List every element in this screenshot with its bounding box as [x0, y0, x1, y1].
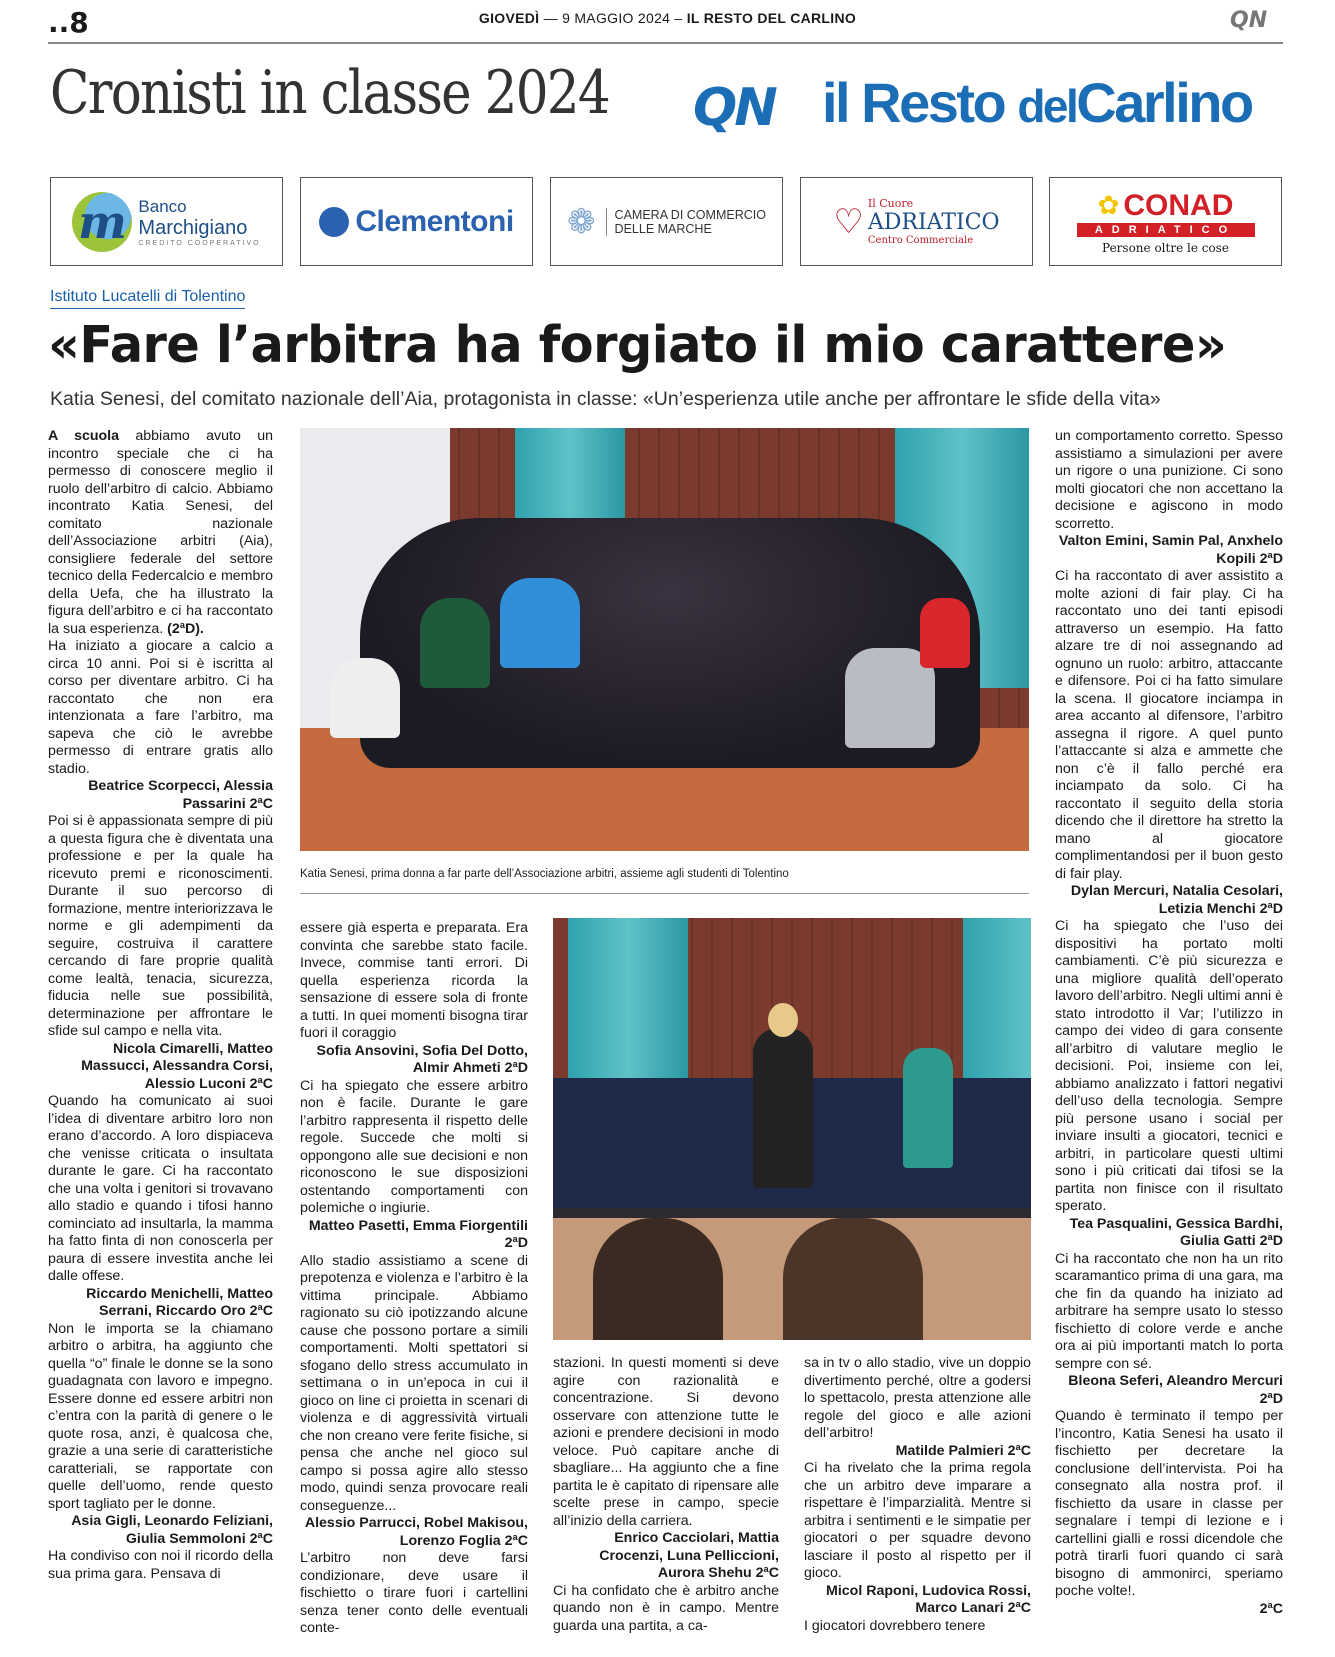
paragraph-text: Ci ha spiegato che essere arbitro non è facile. Durante le gare l’arbitro rappresenta il rispetto delle regole. Succede che molti si oppongono alle sue decisioni e non riconoscono le sue disposizioni ostentando comportamenti con polemiche o ingiurie. [300, 1077, 528, 1216]
author-signature: Tea Pasqualini, Gessica Bardhi, Giulia Gatti 2ªD [1069, 1215, 1283, 1249]
section-title: Cronisti in classe 2024 [50, 58, 610, 128]
article-paragraph [804, 1460, 1031, 1583]
article-paragraph [300, 1078, 528, 1218]
article-kicker: Istituto Lucatelli di Tolentino [50, 288, 245, 309]
logo-del: del [1017, 80, 1077, 132]
sponsor-name2: Marchigiano [138, 216, 248, 239]
sponsor-banco-marchigiano [50, 177, 283, 266]
newspaper-logo [822, 70, 1252, 135]
author-signature: Dylan Mercuri, Natalia Cesolari, Letizia Menchi 2ªD [1070, 883, 1283, 917]
paragraph-text: Ci ha rivelato che la prima regola che un arbitro deve imparare a rispettare è l’imparzialità. Mentre si arbitra i sentimenti e le simpatie per giocatori o per squadre devono lasciare il posto al rispetto per il gioco. [804, 1460, 1031, 1581]
paragraph-text: Ci ha confidato che è arbitro anche quando non è in campo. Mentre guarda una partita, a ca- [553, 1582, 779, 1634]
dateline-date: — 9 MAGGIO 2024 – [543, 10, 683, 26]
author-signature: Riccardo Menichelli, Matteo Serrani, Riccardo Oro 2ªC [86, 1285, 273, 1319]
paragraph-text: Ha iniziato a giocare a calcio a circa 10 anni. Poi si è iscritta al corso per diventare arbitro. Ci ha raccontato che non era intenzionata a fare l’arbitro, ma sapeva che ciò le avrebbe permesso di entrare gratis allo stadio. [48, 638, 273, 777]
logo-carlino: Carlino [1076, 71, 1252, 134]
article-column-4 [804, 1355, 1031, 1657]
qn-logo-small: QN [1230, 8, 1268, 33]
qn-logo: QN [693, 78, 775, 138]
paragraph-text: Ha condiviso con noi il ricordo della sua prima gara. Pensava di [48, 1548, 273, 1582]
paragraph-text: Non le importa se la chiamano arbitro o arbitra, ha aggiunto che quella “o” finale le donne se la sono guadagnata con lavoro e impegno. Essere donne ed essere arbitri non c’entra con la parità di genere o le quote rosa, anzi, è qualcosa che, grazie a una serie di caratteristiche caratteriali, se rapportate con quelle dell’uomo, rende questo sport tagliato per le donne. [48, 1320, 273, 1512]
article-paragraph [804, 1355, 1031, 1443]
logo-il: il Resto [822, 71, 1018, 134]
paragraph-text: Quando ha comunicato ai suoi l’idea di diventare arbitro loro non erano d’accordo. A loro dispiaceva che venisse criticata o insultata durante le gare. Ci ha raccontato che una volta i genitori si trovavano allo stadio e quando i tifosi hanno cominciato ad insultarla, la mamma ha fatto finta di non conoscerla per paura di essere investita anche lei dalle offese. [48, 1093, 273, 1284]
article-paragraph [553, 1583, 779, 1636]
class-tag: (2ªD). [167, 620, 204, 637]
article-column-5 [1055, 428, 1283, 1657]
paragraph-text: Ci ha raccontato che non ha un rito scaramantico prima di una gara, ma che fin da quando ha iniziato ad arbitrare ha sempre usato lo stesso fischietto di colore verde e anche ora ai più importanti match lo porta sempre con sé. [1055, 1250, 1283, 1372]
sponsor-name2: DELLE MARCHE [614, 221, 712, 236]
sponsor-name2: ADRIATICO [867, 210, 1000, 235]
sponsor-cuore-adriatico [800, 177, 1033, 266]
paragraph-text: Allo stadio assistiamo a scene di prepotenza e violenza e l’arbitro è la vittima principale. Abbiamo ragionato su ciò ipotizzando alcune cause che possono portare a simili comportamenti. Molti spettatori si sfogano dello stress accumulato in settimana o in un’epoca in cui il gioco on line ci proietta in scenari di violenza e di aggressività virtuali che non creano vere ferite fisiche, si pensa che anche nel gioco sul campo si possa agire allo stesso modo, quindi senza provocare reali conseguenze... [300, 1252, 528, 1514]
author-signature: Bleona Seferi, Aleandro Mercuri 2ªD [1068, 1373, 1283, 1407]
article-paragraph [48, 1548, 273, 1583]
sponsor-name: Clementoni [355, 204, 514, 238]
author-signature: Matilde Palmieri 2ªC [895, 1442, 1031, 1459]
dateline-day: GIOVEDÌ [478, 10, 540, 26]
article-column-3 [553, 1355, 779, 1657]
author-signature: Nicola Cimarelli, Matteo Massucci, Alessandra Corsi, Alessio Luconi 2ªC [81, 1040, 273, 1092]
article-paragraph [48, 428, 273, 638]
sponsor-name: Il Cuore [867, 197, 914, 210]
article-paragraph [1055, 568, 1283, 883]
group-photo [300, 428, 1029, 851]
article-paragraph [48, 638, 273, 778]
clementoni-logo-icon [319, 207, 349, 237]
sponsor-name: Banco [138, 196, 187, 216]
dateline [0, 10, 1335, 26]
article-paragraph [804, 1618, 1031, 1636]
sponsor-sub: Persone oltre le cose [1102, 240, 1229, 255]
sponsor-camera-commercio [550, 177, 783, 266]
sponsor-name: CAMERA DI COMMERCIO [614, 207, 766, 222]
classroom-photo [553, 918, 1031, 1340]
paragraph-text: sa in tv o allo stadio, vive un doppio divertimento perché, oltre a godersi lo spettacolo, presta attenzione alle regole del gioco e alle azioni dell’arbitro! [804, 1355, 1031, 1441]
camera-commercio-logo-icon: ❁ [567, 202, 596, 241]
article-paragraph [48, 1093, 273, 1286]
sponsor-name: CONAD [1123, 188, 1234, 222]
author-signature: Beatrice Scorpecci, Alessia Passarini 2ªC [88, 778, 273, 812]
author-signature: Enrico Cacciolari, Mattia Crocenzi, Luna Pelliccioni, Aurora Shehu 2ªC [599, 1530, 779, 1581]
article-paragraph [300, 1550, 528, 1638]
article-column-1 [48, 428, 273, 1657]
article-paragraph [48, 813, 273, 1041]
paragraph-text: Poi si è appassionata sempre di più a questa figura che è diventata una professione e per la quale ha ricevuto premi e riconoscimenti. Durante il suo percorso di formazione, mentre interiorizzava le norme e gli adempimenti da seguire, costruiva il carattere cercando di fare proprie qualità come lealtà, tenacia, sicurezza, fiducia nelle sue possibilità, determinazione per affrontare le sfide sul campo e nella vita. [48, 813, 273, 1039]
paragraph-text: essere già esperta e preparata. Era convinta che sarebbe stato facile. Invece, commise tanti errori. Di quella esperienza ricorda la sensazione di essere sola di fronte a tutti. In quei momenti bisogna tirar fuori il coraggio [300, 920, 528, 1041]
page-number: ..8 [48, 6, 89, 39]
photo-caption: Katia Senesi, prima donna a far parte dell’Associazione arbitri, assieme agli studenti di Tolentino [300, 868, 789, 880]
sponsor-clementoni [300, 177, 533, 266]
author-signature: Matteo Pasetti, Emma Fiorgentili 2ªD [308, 1217, 528, 1251]
paragraph-text: I giocatori dovrebbero tenere [804, 1617, 986, 1634]
paragraph-text: Ci ha spiegato che l’uso dei dispositivi ha portato molti cambiamenti. C’è più sicurezza e una migliore qualità dell’operato lavoro dell’arbitro. Negli ultimi anni è stato introdotto il Var; l’utilizzo in campo dei video di gara consente all’arbitro di valutare meglio le decisioni. Poi, insieme con lei, abbiamo analizzato i fattori negativi dell’uso della tecnologia. Sempre più persone usano i social per inviare insulti a giocatori, tecnici e arbitri, in particolare questi ultimi sono i più criticati dai tifosi se la partita non finisce con il risultato sperato. [1055, 918, 1283, 1214]
article-column-2 [300, 920, 528, 1657]
author-signature: Asia Gigli, Leonardo Feliziani, Giulia Semmoloni 2ªC [71, 1513, 273, 1547]
author-signature: Sofia Ansovini, Sofia Del Dotto, Almir Ahmeti 2ªD [316, 1042, 528, 1076]
paragraph-text: un comportamento corretto. Spesso assistiamo a simulazioni per avere un rigore o una punizione. Ci sono molti giocatori che non accettano la decisione e agiscono in modo scorretto. [1055, 428, 1283, 532]
lead-in: A scuola [48, 428, 120, 444]
sponsor-sub: Centro Commerciale [867, 235, 974, 246]
article-paragraph [1055, 1408, 1283, 1601]
article-paragraph [300, 920, 528, 1043]
author-signature: Alessio Parrucci, Robel Makisou, Lorenzo Foglia 2ªC [304, 1515, 528, 1549]
paragraph-text: stazioni. In questi momenti si deve agire con razionalità e concentrazione. Si devono osservare con attenzione tutte le azioni e prendere decisioni in modo veloce. Può capitare anche di sbagliare... Ha aggiunto che a fine partita le è capitato di ripensare alle scelte prese in campo, specie all’inizio della carriera. [553, 1355, 779, 1529]
sponsor-conad [1049, 177, 1282, 266]
banco-marchigiano-logo-icon: m [72, 192, 132, 252]
paragraph-text: abbiamo avuto un incontro speciale che ci ha permesso di conoscere meglio il ruolo dell’arbitro di calcio. Abbiamo incontrato Katia Senesi, del comitato nazionale dell’Associazione arbitri (Aia), consigliere federale del settore tecnico della Federcalcio e membro della Uefa, che ha illustrato la figura dell’arbitro e ci ha raccontato la sua esperienza. [48, 428, 273, 637]
article-paragraph [1055, 428, 1283, 533]
author-signature: Micol Raponi, Ludovica Rossi, Marco Lanari 2ªC [826, 1582, 1031, 1616]
dateline-paper: IL RESTO DEL CARLINO [686, 10, 857, 26]
author-signature: 2ªC [1259, 1600, 1283, 1617]
article-paragraph [48, 1321, 273, 1514]
article-headline: «Fare l’arbitra ha forgiato il mio carattere» [48, 316, 1227, 375]
article-subheadline: Katia Senesi, del comitato nazionale dell’Aia, protagonista in classe: «Un’esperienza utile anche per affrontare le sfide della vita» [50, 388, 1161, 410]
paragraph-text: Ci ha raccontato di aver assistito a molte azioni di fair play. Ci ha raccontato uno dei tanti episodi attraverso un esempio. Ha fatto alzare tre di noi assegnando ad ognuno un ruolo: arbitro, attaccante e difensore. Poi ci ha fatto simulare la scena. Il giocatore inciampa in area accanto al difensore, l’arbitro assegna il rigore. A quel punto l’attaccante si alza e ammette che non c’è il fallo perché era inciampato da solo. Ci ha raccontato il seguito della storia dicendo che il direttore ha stretto la mano al giocatore complimentandosi per il buon gesto di fair play. [1055, 568, 1283, 882]
paragraph-text: Quando è terminato il tempo per l’incontro, Katia Senesi ha usato il fischietto per decretare la conclusione dell’intervista. Poi ha consegnato alla nostra prof. il fischietto da usare in classe per segnalare i tempi di lezione e i cartellini gialli e rossi dicendole che potrà tirarli fuori quando ci sarà bisogno di ammonirci, speriamo poche volte!. [1055, 1408, 1283, 1599]
paragraph-text: L’arbitro non deve farsi condizionare, deve usare il fischietto o tirare fuori i cartellini senza tener conto delle eventuali conte- [300, 1550, 528, 1636]
author-signature: Valton Emini, Samin Pal, Anxhelo Kopili 2ªD [1058, 533, 1283, 567]
sponsor-sub: CREDITO COOPERATIVO [138, 239, 261, 247]
flower-logo-icon: ✿ [1097, 190, 1120, 220]
article-paragraph [1055, 918, 1283, 1216]
article-paragraph [1055, 1251, 1283, 1374]
heart-logo-icon: ♡ [833, 202, 864, 241]
article-paragraph [553, 1355, 779, 1530]
sponsor-name2: ADRIATICO [1077, 223, 1255, 237]
caption-rule [300, 893, 1029, 894]
article-paragraph [300, 1253, 528, 1516]
header-rule [48, 42, 1283, 44]
